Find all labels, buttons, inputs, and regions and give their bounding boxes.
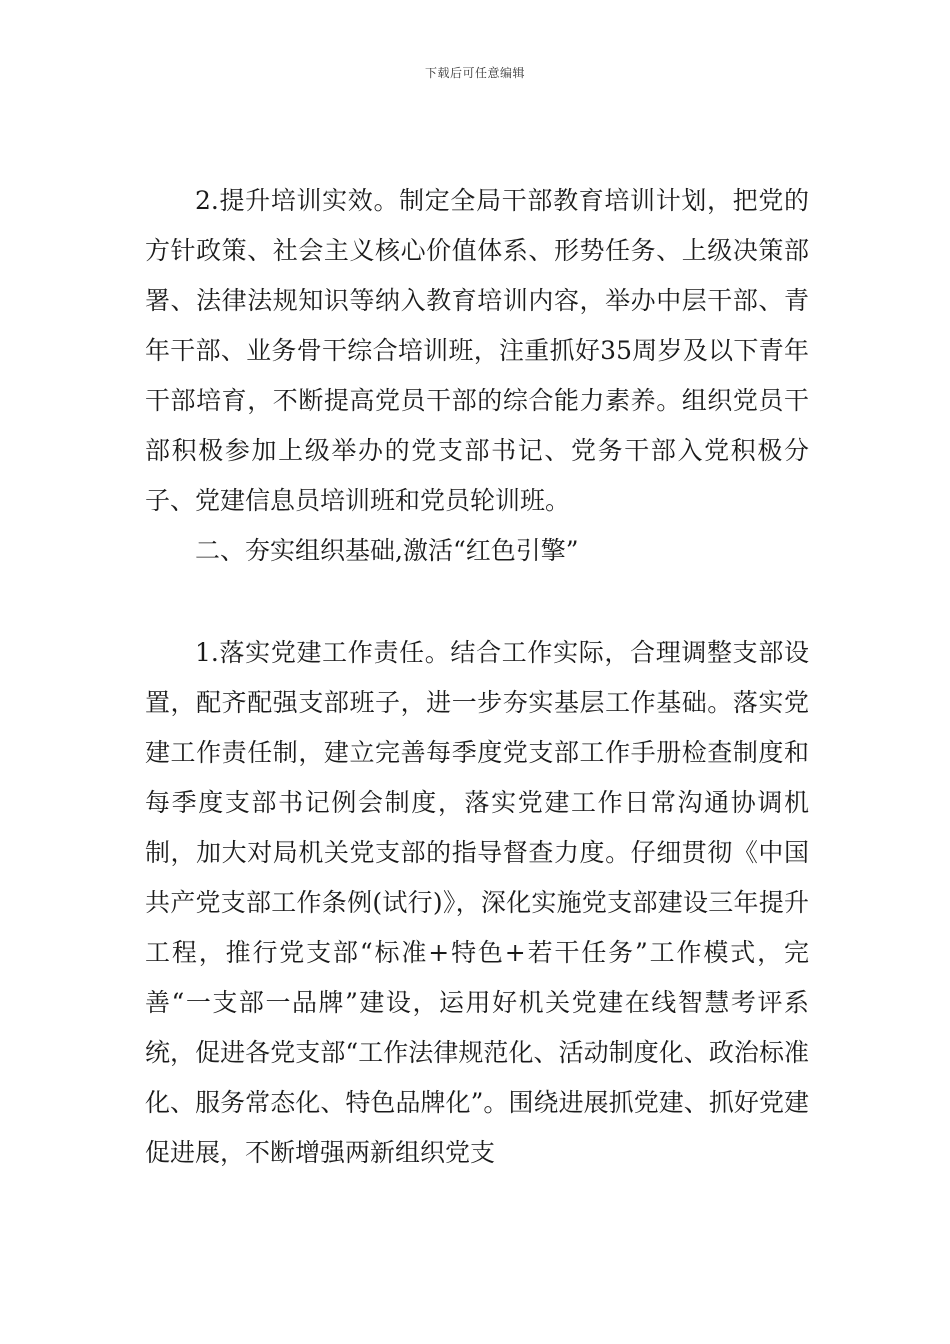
section-heading: 二、夯实组织基础,激活“红色引擎” <box>195 536 579 565</box>
page-header: 下载后可任意编辑 <box>424 66 525 80</box>
paragraph-training: 2.提升培训实效。制定全局干部教育培训计划，把党的方针政策、社会主义核心价值体系、形势任务、上级决策部署、法律法规知识等纳入教育培训内容，举办中层干部、青年干部、业务骨干综合培训班，注重抓好35周岁及以下青年干部培育，不断提高党员干部的综合能力素养。组织党员干部积极参加上级举办的党支部书记、党务干部入党积极分子、党建信息员培训班和党员轮训班。 <box>145 186 809 515</box>
document-body <box>145 176 809 1178</box>
paragraph-responsibility: 1.落实党建工作责任。结合工作实际，合理调整支部设置，配齐配强支部班子，进一步夯实基层工作基础。落实党建工作责任制，建立完善每季度党支部工作手册检查制度和每季度支部书记例会制度，落实党建工作日常沟通协调机制，加大对局机关党支部的指导督查力度。仔细贯彻《中国共产党支部工作条例(试行)》，深化实施党支部建设三年提升工程，推行党支部“标准+特色+若干任务”工作模式，完善“一支部一品牌”建设，运用好机关党建在线智慧考评系统，促进各党支部“工作法律规范化、活动制度化、政治标准化、服务常态化、特色品牌化”。围绕进展抓党建、抓好党建促进展，不断增强两新组织党支 <box>145 638 809 1167</box>
